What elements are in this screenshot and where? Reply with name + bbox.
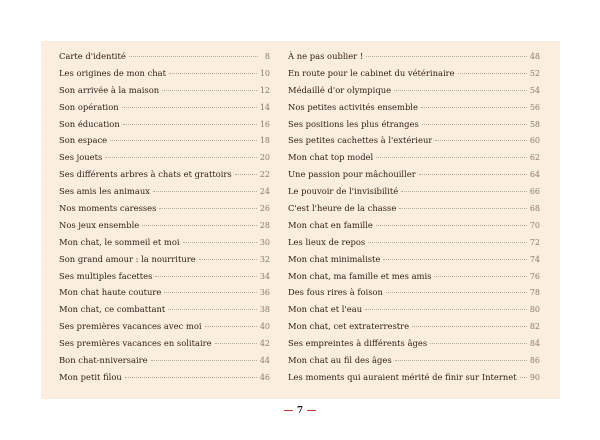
- toc-entry-title: Mon chat, ma famille et mes amis: [288, 270, 432, 281]
- toc-entry-page: 38: [259, 305, 270, 315]
- toc-entry[interactable]: [288, 287, 540, 304]
- toc-entry[interactable]: [288, 51, 540, 68]
- toc-entry-page: 52: [529, 68, 540, 78]
- toc-entry-title: Ses premières vacances en solitaire: [59, 338, 212, 349]
- toc-entry-title: Les moments qui auraient mérité de finir sur Internet: [288, 371, 517, 382]
- dot-leader: [183, 241, 257, 243]
- toc-entry-page: 32: [259, 254, 270, 264]
- toc-entry-title: Les origines de mon chat: [59, 67, 167, 78]
- toc-entry-page: 40: [259, 322, 270, 332]
- toc-entry-title: Son espace: [59, 135, 108, 146]
- dot-leader: [365, 308, 527, 310]
- toc-entry[interactable]: [59, 355, 270, 372]
- toc-entry-page: 74: [529, 254, 540, 264]
- toc-entry-page: 36: [259, 288, 270, 298]
- toc-entry[interactable]: [288, 186, 540, 203]
- dot-leader: [401, 190, 527, 192]
- toc-entry-page: 84: [529, 339, 540, 349]
- toc-entry-title: Médaillé d'or olympique: [288, 84, 392, 95]
- toc-entry-page: 48: [529, 52, 540, 61]
- toc-column-left: [59, 51, 270, 389]
- toc-entry-page: 44: [259, 356, 270, 366]
- dot-leader: [435, 139, 526, 141]
- page-number: 7: [296, 406, 304, 416]
- toc-entry-page: 30: [259, 237, 270, 247]
- toc-entry[interactable]: [288, 254, 540, 271]
- dot-leader: [235, 173, 257, 175]
- toc-entry-page: 80: [529, 305, 540, 315]
- toc-entry[interactable]: [59, 51, 270, 68]
- toc-entry[interactable]: [59, 338, 270, 355]
- dot-leader: [169, 72, 257, 74]
- toc-entry-title: Mon chat minimaliste: [288, 253, 381, 264]
- toc-entry-page: 78: [529, 288, 540, 298]
- toc-entry-page: 76: [529, 271, 540, 281]
- toc-entry-page: 62: [529, 153, 540, 163]
- toc-entry[interactable]: [288, 304, 540, 321]
- toc-entry[interactable]: [59, 169, 270, 186]
- toc-entry[interactable]: [59, 102, 270, 119]
- footer-dash-right: [307, 410, 316, 411]
- toc-entry[interactable]: [288, 119, 540, 136]
- dot-leader: [122, 106, 257, 108]
- toc-entry-title: Mon chat, cet extraterrestre: [288, 321, 410, 332]
- dot-leader: [399, 207, 527, 209]
- toc-entry-title: Mon chat, ce combattant: [59, 304, 166, 315]
- toc-entry[interactable]: [288, 321, 540, 338]
- toc-entry-title: Des fous rires à foison: [288, 287, 383, 298]
- toc-entry[interactable]: [288, 169, 540, 186]
- toc-entry[interactable]: [288, 220, 540, 237]
- dot-leader: [164, 291, 256, 293]
- toc-entry[interactable]: [59, 186, 270, 203]
- dot-leader: [422, 123, 527, 125]
- toc-entry-title: Mon chat et l'eau: [288, 304, 363, 315]
- toc-entry[interactable]: [288, 203, 540, 220]
- footer-dash-left: [284, 410, 293, 411]
- toc-entry-page: 82: [529, 322, 540, 332]
- toc-entry-title: Son grand amour : la nourriture: [59, 253, 196, 264]
- dot-leader: [394, 89, 527, 91]
- toc-entry-title: Ses jouets: [59, 152, 103, 163]
- dot-leader: [142, 224, 257, 226]
- dot-leader: [383, 258, 526, 260]
- toc-entry-page: 70: [529, 220, 540, 230]
- toc-entry[interactable]: [59, 85, 270, 102]
- dot-leader: [199, 258, 257, 260]
- toc-entry[interactable]: [288, 237, 540, 254]
- page-footer: [0, 406, 600, 416]
- toc-entry-page: 42: [259, 339, 270, 349]
- toc-entry-title: Nos petites activités ensemble: [288, 101, 418, 112]
- dot-leader: [105, 156, 257, 158]
- toc-entry-page: 20: [259, 153, 270, 163]
- toc-entry-title: Son éducation: [59, 118, 120, 129]
- toc-entry-page: 66: [529, 187, 540, 197]
- dot-leader: [520, 376, 527, 378]
- toc-entry-page: 14: [259, 102, 270, 112]
- toc-entry[interactable]: [288, 338, 540, 355]
- dot-leader: [123, 123, 257, 125]
- toc-entry[interactable]: [288, 68, 540, 85]
- dot-leader: [168, 308, 257, 310]
- toc-entry-page: 24: [259, 187, 270, 197]
- dot-leader: [366, 55, 527, 57]
- toc-entry-title: Ses multiples facettes: [59, 270, 153, 281]
- dot-leader: [412, 325, 527, 327]
- toc-entry-title: Mon chat haute couture: [59, 287, 162, 298]
- dot-leader: [434, 275, 526, 277]
- toc-entry-title: Une passion pour mâchouiller: [288, 169, 416, 180]
- toc-entry-title: Ses petites cachettes à l'extérieur: [288, 135, 433, 146]
- toc-entry[interactable]: [288, 85, 540, 102]
- toc-entry-page: 26: [259, 204, 270, 214]
- toc-entry-title: Son opération: [59, 101, 119, 112]
- toc-entry-title: Ses amis les animaux: [59, 186, 150, 197]
- dot-leader: [155, 275, 256, 277]
- toc-entry[interactable]: [59, 372, 270, 389]
- dot-leader: [110, 139, 257, 141]
- toc-entry-page: 16: [259, 119, 270, 129]
- dot-leader: [151, 359, 257, 361]
- toc-entry-title: À ne pas oublier !: [288, 51, 364, 61]
- toc-entry-title: Le pouvoir de l'invisibilité: [288, 186, 399, 197]
- dot-leader: [430, 342, 527, 344]
- toc-entry[interactable]: [288, 102, 540, 119]
- toc-entry[interactable]: [59, 304, 270, 321]
- toc-entry-page: 18: [259, 136, 270, 146]
- toc-entry-title: Nos moments caresses: [59, 203, 157, 214]
- toc-entry[interactable]: [59, 254, 270, 271]
- toc-entry-page: 10: [259, 68, 270, 78]
- toc-entry[interactable]: [59, 119, 270, 136]
- toc-entry-title: En route pour le cabinet du vétérinaire: [288, 67, 455, 78]
- toc-panel: [41, 41, 560, 399]
- toc-entry[interactable]: [288, 271, 540, 288]
- dot-leader: [159, 207, 256, 209]
- toc-entry-title: Mon chat top model: [288, 152, 374, 163]
- toc-entry[interactable]: [59, 287, 270, 304]
- toc-entry-page: 86: [529, 356, 540, 366]
- toc-entry-page: 72: [529, 237, 540, 247]
- toc-entry-page: 58: [529, 119, 540, 129]
- dot-leader: [368, 241, 527, 243]
- toc-entry-title: Ses positions les plus étranges: [288, 118, 419, 129]
- toc-entry-page: 34: [259, 271, 270, 281]
- dot-leader: [129, 55, 258, 57]
- dot-leader: [395, 359, 527, 361]
- toc-entry-title: Ses premières vacances avec moi: [59, 321, 202, 332]
- toc-entry-title: Mon chat, le sommeil et moi: [59, 236, 180, 247]
- toc-entry[interactable]: [59, 135, 270, 152]
- toc-column-right: [288, 51, 540, 389]
- toc-entry-page: 8: [264, 52, 270, 61]
- toc-entry-title: Son arrivée à la maison: [59, 84, 160, 95]
- dot-leader: [215, 342, 257, 344]
- toc-entry-title: C'est l'heure de la chasse: [288, 203, 397, 214]
- toc-entry-title: Mon chat en famille: [288, 219, 373, 230]
- dot-leader: [162, 89, 257, 91]
- dot-leader: [125, 376, 257, 378]
- toc-entry-page: 60: [529, 136, 540, 146]
- toc-entry[interactable]: [288, 152, 540, 169]
- toc-entry[interactable]: [59, 220, 270, 237]
- toc-entry-title: Les lieux de repos: [288, 236, 366, 247]
- toc-entry[interactable]: [59, 321, 270, 338]
- toc-entry-page: 90: [529, 372, 540, 382]
- toc-entry-title: Bon chat-nniversaire: [59, 355, 148, 366]
- dot-leader: [421, 106, 527, 108]
- toc-entry-page: 68: [529, 204, 540, 214]
- toc-entry[interactable]: [288, 355, 540, 372]
- dot-leader: [376, 224, 527, 226]
- dot-leader: [153, 190, 257, 192]
- toc-entry-title: Nos jeux ensemble: [59, 219, 140, 230]
- toc-entry-page: 64: [529, 170, 540, 180]
- toc-entry-page: 12: [259, 85, 270, 95]
- dot-leader: [205, 325, 257, 327]
- toc-entry-page: 28: [259, 220, 270, 230]
- toc-entry-page: 54: [529, 85, 540, 95]
- toc-entry[interactable]: [59, 271, 270, 288]
- toc-entry-title: Ses différents arbres à chats et grattoirs: [59, 169, 232, 180]
- toc-entry-page: 56: [529, 102, 540, 112]
- toc-entry[interactable]: [59, 237, 270, 254]
- toc-entry-title: Mon petit filou: [59, 371, 122, 382]
- toc-entry-title: Carte d'identité: [59, 51, 126, 61]
- dot-leader: [386, 291, 527, 293]
- toc-entry[interactable]: [59, 152, 270, 169]
- toc-entry-page: 46: [259, 372, 270, 382]
- toc-entry[interactable]: [59, 68, 270, 85]
- toc-entry[interactable]: [288, 372, 540, 389]
- dot-leader: [376, 156, 527, 158]
- dot-leader: [419, 173, 527, 175]
- toc-entry-title: Ses empreintes à différents âges: [288, 338, 428, 349]
- toc-entry-page: 22: [259, 170, 270, 180]
- toc-entry-title: Mon chat au fil des âges: [288, 355, 392, 366]
- toc-entry[interactable]: [288, 135, 540, 152]
- toc-entry[interactable]: [59, 203, 270, 220]
- dot-leader: [458, 72, 527, 74]
